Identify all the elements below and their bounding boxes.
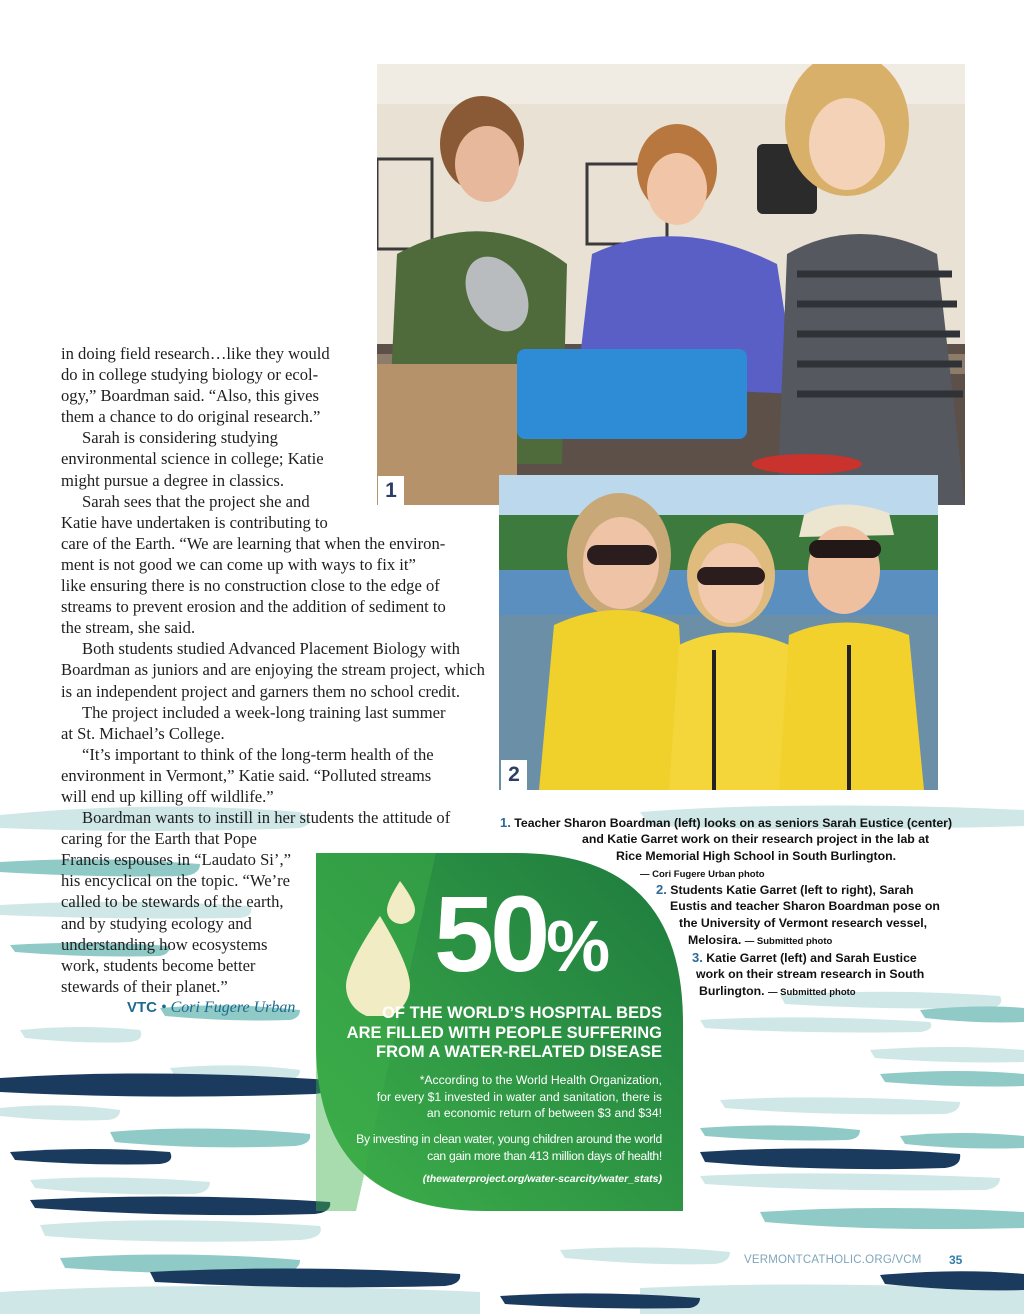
text-line: “It’s important to think of the long-term health of the — [82, 744, 434, 764]
text-line: in doing field research…like they would — [61, 344, 330, 363]
text-line: called to be stewards of the earth, — [61, 892, 284, 912]
text-line: Boardman wants to instill in her students the attitude of — [82, 808, 451, 828]
text-line: care of the Earth. “We are learning that when the environ- — [61, 533, 446, 553]
stat-value: 50 — [434, 873, 547, 994]
caption-text: Burlington. — [699, 984, 765, 998]
text-line: will end up killing off wildlife.” — [61, 786, 274, 806]
text-line: them a chance to do original research.” — [61, 407, 321, 427]
photo-2-number: 2 — [501, 760, 527, 790]
stat-note-line: for every $1 invested in water and sanitation, there is — [376, 1089, 662, 1104]
caption-2-line — [688, 932, 832, 950]
stat-note-line: can gain more than 413 million days of health! — [427, 1148, 662, 1163]
stat-source-link[interactable]: (thewaterproject.org/water-scarcity/water_stats) — [422, 1173, 662, 1185]
stat-note-line: an economic return of between $3 and $34! — [426, 1106, 662, 1120]
stat-note-line: By investing in clean water, young children around the world — [356, 1132, 662, 1146]
text-line: caring for the Earth that Pope — [61, 829, 257, 849]
caption-1-credit: — Cori Fugere Urban photo — [640, 869, 765, 880]
caption-text: Teacher Sharon Boardman (left) looks on as seniors Sarah Eustice (center) — [514, 816, 953, 830]
text-line: ment is not good we can come up with ways to fix it” — [61, 554, 416, 574]
caption-1-line: and Katie Garret work on their research project in the lab at — [582, 832, 930, 846]
paragraph-3 — [61, 491, 485, 639]
text-line: work, students become better — [61, 955, 256, 975]
byline-separator: • — [161, 998, 167, 1016]
stat-headline-line: OF THE WORLD’S HOSPITAL BEDS — [382, 1004, 662, 1022]
text-line: environment in Vermont,” Katie said. “Polluted streams — [61, 765, 432, 785]
paragraph-2 — [61, 427, 485, 490]
text-line: the stream, she said. — [61, 618, 196, 638]
caption-3-line — [699, 983, 856, 1001]
text-line: like ensuring there is no construction close to the edge of — [61, 576, 440, 596]
stat-note-children — [356, 1131, 662, 1164]
paragraph-6 — [61, 744, 485, 807]
text-line: might pursue a degree in classics. — [61, 470, 285, 490]
photo-research-vessel — [499, 475, 938, 790]
byline-org: VTC — [127, 998, 157, 1016]
stat-note-line: *According to the World Health Organization, — [419, 1073, 662, 1087]
caption-text: Melosira. — [688, 933, 742, 947]
text-line: Sarah sees that the project she and — [82, 491, 310, 511]
stat-note-who — [377, 1072, 662, 1122]
text-line: do in college studying biology or ecol- — [61, 365, 319, 385]
text-line: his encyclical on the topic. “We’re — [61, 871, 291, 891]
caption-number: 3. — [692, 950, 703, 965]
caption-2-line — [656, 881, 914, 899]
stat-headline — [347, 1004, 662, 1063]
text-line: Katie have undertaken is contributing to — [61, 512, 328, 532]
caption-2-line: the University of Vermont research vessel, — [679, 916, 928, 930]
stat-percent-sign: % — [546, 907, 611, 987]
text-line: The project included a week-long training last summer — [82, 702, 446, 722]
text-line: at St. Michael’s College. — [61, 723, 225, 743]
text-line: environmental science in college; Katie — [61, 449, 324, 469]
caption-1-line: Rice Memorial High School in South Burlington. — [616, 849, 897, 863]
caption-2-line: Eustis and teacher Sharon Boardman pose on — [670, 899, 940, 913]
caption-number: 2. — [656, 882, 667, 897]
caption-text: Students Katie Garret (left to right), Sarah — [670, 883, 914, 897]
paragraph-1 — [61, 343, 485, 427]
paragraph-4 — [61, 638, 485, 701]
caption-number: 1. — [500, 815, 511, 830]
text-line: ogy,” Boardman said. “Also, this gives — [61, 386, 319, 406]
footer-website-link[interactable]: VERMONTCATHOLIC.ORG/VCM — [744, 1254, 922, 1266]
text-line: stewards of their planet.” — [61, 976, 228, 996]
text-line: understanding how ecosystems — [61, 934, 268, 954]
caption-1-line — [500, 814, 952, 832]
byline-author: Cori Fugere Urban — [170, 998, 296, 1016]
caption-3-line: work on their stream research in South — [696, 967, 925, 981]
text-line: is an independent project and garners them no school credit. — [61, 681, 461, 701]
text-line: Boardman as juniors and are enjoying the stream project, which — [61, 660, 485, 680]
stat-headline-line: FROM A WATER-RELATED DISEASE — [376, 1043, 662, 1061]
stat-headline-line: ARE FILLED WITH PEOPLE SUFFERING — [346, 1023, 662, 1042]
paragraph-5 — [61, 702, 485, 744]
stat-big-number — [434, 873, 611, 1001]
page-number: 35 — [949, 1253, 963, 1267]
caption-text: Katie Garret (left) and Sarah Eustice — [706, 951, 917, 965]
text-line: Both students studied Advanced Placement Biology with — [82, 639, 460, 659]
text-line: Sarah is considering studying — [82, 428, 278, 448]
text-line: streams to prevent erosion and the addition of sediment to — [61, 597, 446, 617]
caption-3-line — [692, 949, 917, 967]
caption-3-credit: — Submitted photo — [768, 987, 856, 998]
caption-2-credit: — Submitted photo — [744, 936, 833, 947]
text-line: Francis espouses in “Laudato Si’,” — [61, 850, 291, 870]
text-line: and by studying ecology and — [61, 913, 252, 933]
photo-1-number: 1 — [378, 476, 404, 506]
